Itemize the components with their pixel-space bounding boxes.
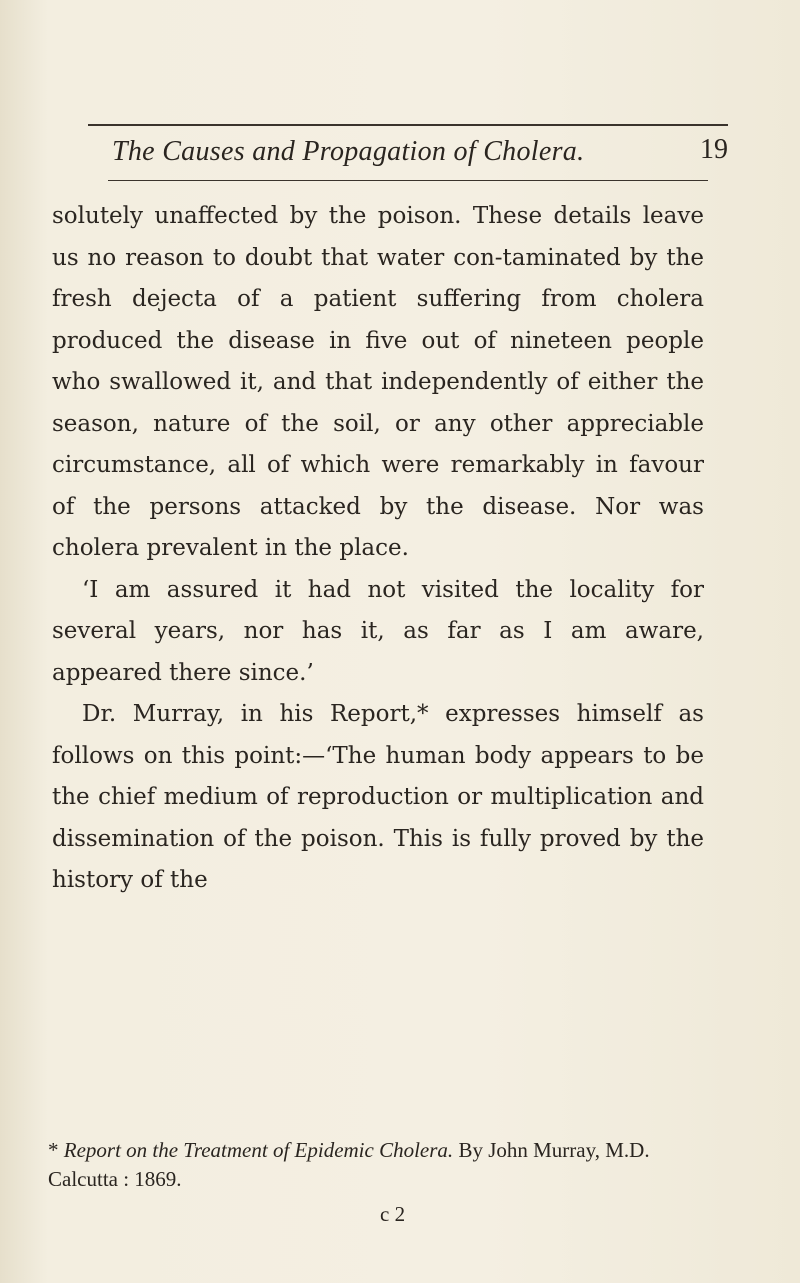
header-bottom-rule [108, 180, 708, 181]
footnote-citation: By John Murray, M.D. Calcutta : 1869. [48, 1138, 650, 1191]
page-header [88, 124, 728, 188]
paragraph: ‘I am assured it had not visited the locality for several years, nor has it, as far as I am aware, appeared there since.’ [52, 576, 704, 686]
footnote-title: Report on the Treatment of Epidemic Cholera. [63, 1138, 454, 1162]
paragraph: solutely unaffected by the poison. These details leave us no reason to doubt that water con-taminated by the fresh dejecta of a patient suffering from cholera produced the disease in five out of nineteen people who swallowed it, and that independently of either the season, nature of the soil, or any other appreciable circumstance, all of which were remarkably in favour of the persons attacked by the disease. Nor was cholera prevalent in the place. [52, 203, 704, 561]
footnote [48, 1136, 708, 1194]
header-top-rule [88, 124, 728, 126]
page-number: 19 [700, 134, 728, 165]
paragraph: Dr. Murray, in his Report,* expresses himself as follows on this point:—‘The human body appears to be the chief medium of reproduction or multiplication and dissemination of the poison. This is fully proved by the history of the [52, 701, 704, 893]
signature-mark: c 2 [380, 1202, 406, 1226]
body-text [52, 196, 704, 902]
running-title: The Causes and Propagation of Cholera. [112, 136, 585, 167]
footnote-marker: * [48, 1138, 64, 1162]
